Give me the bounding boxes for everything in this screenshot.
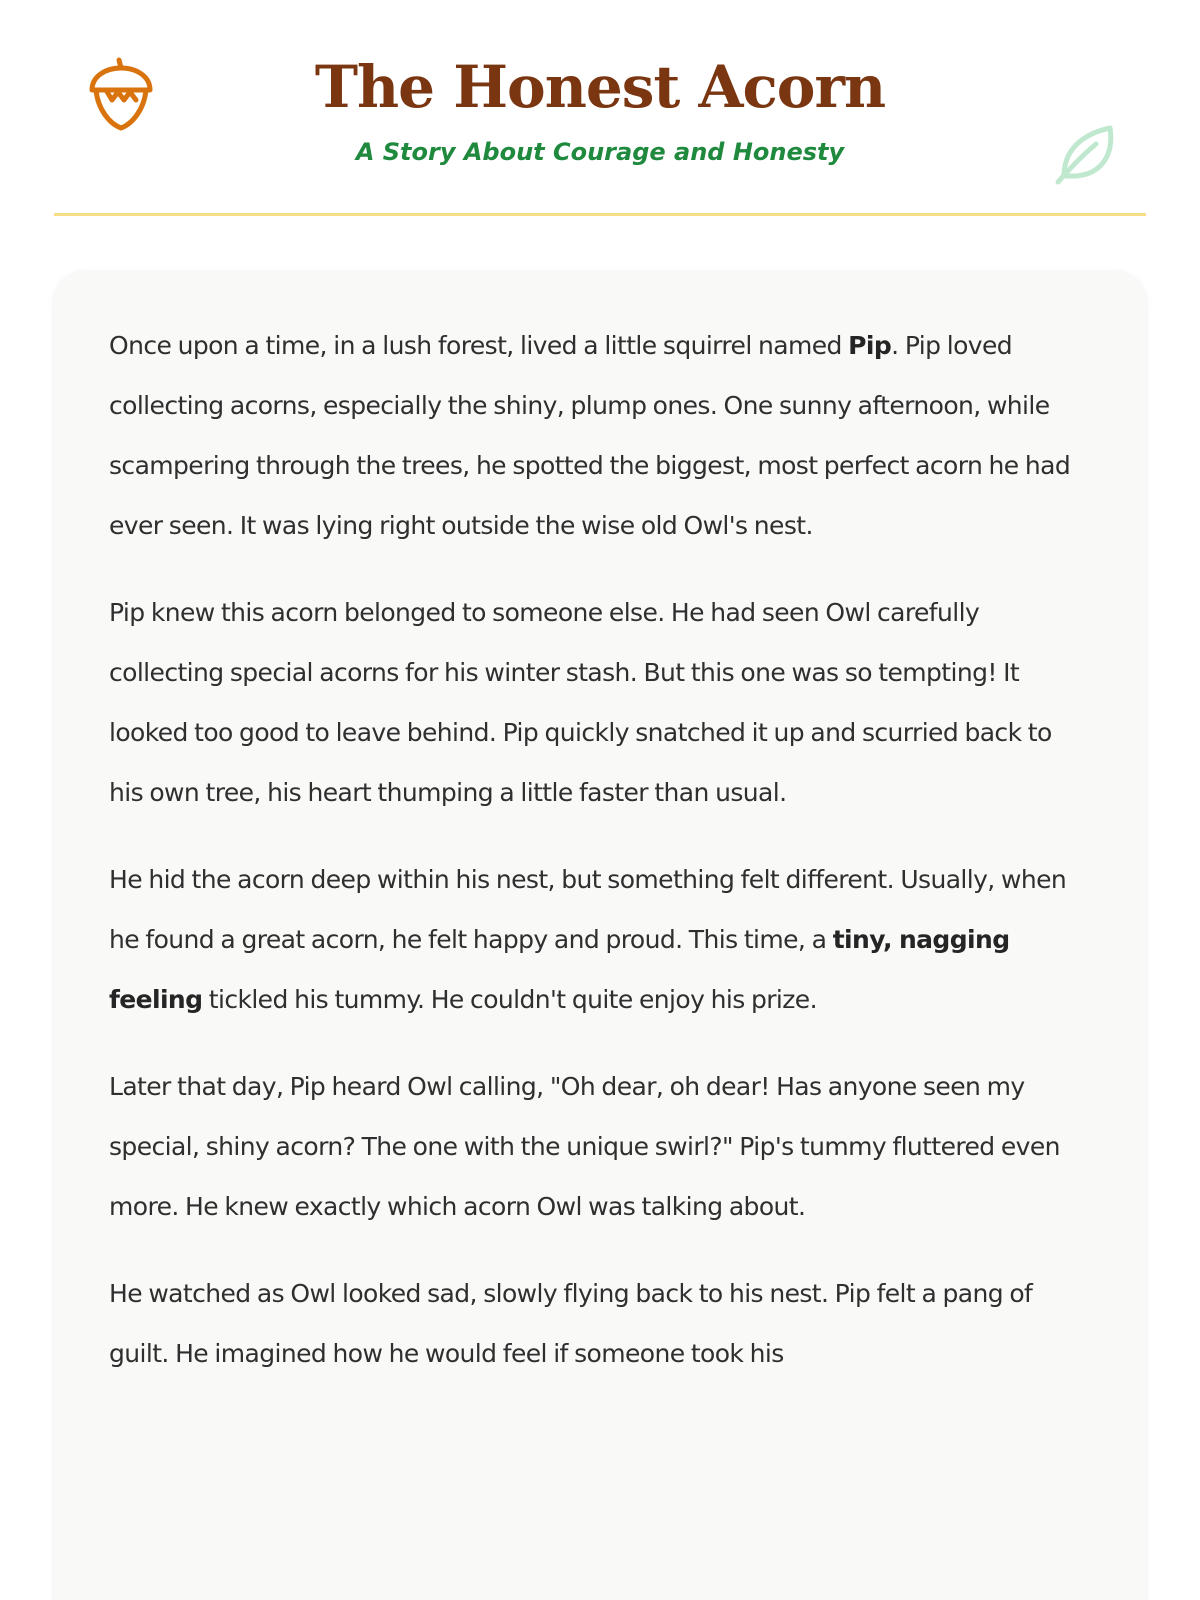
story-paragraph-5: He watched as Owl looked sad, slowly flying back to his nest. Pip felt a pang of guilt. He imagined how he would feel if someone took his bbox=[109, 1279, 1033, 1368]
story-paragraph-2: Pip knew this acorn belonged to someone else. He had seen Owl carefully collecting special acorns for his winter stash. But this one was so tempting! It looked too good to leave behind. Pip quickly snatched it up and scurried back to his own tree, his heart thumping a little faster than usual. bbox=[109, 598, 1052, 807]
story-card bbox=[54, 272, 1146, 1600]
paragraph-text: Once upon a time, in a lush forest, lived a little squirrel named bbox=[109, 331, 849, 360]
story-paragraph-1 bbox=[109, 316, 1092, 556]
story-title: The Honest Acorn bbox=[314, 53, 886, 121]
paragraph-text: . Pip loved collecting acorns, especially the shiny, plump ones. One sunny afternoon, while scampering through the trees, he spotted the biggest, most perfect acorn he had ever seen. It was lying right outside the wise old Owl's nest. bbox=[109, 331, 1071, 540]
leaf-icon bbox=[1054, 120, 1120, 186]
bold-text-pip: Pip bbox=[848, 331, 892, 360]
bold-text-feeling: tiny, nagging feeling bbox=[109, 925, 1010, 1014]
paragraph-text: tickled his tummy. He couldn't quite enjoy his prize. bbox=[202, 985, 817, 1014]
story-paragraph-3 bbox=[109, 850, 1092, 1030]
story-paragraph-4: Later that day, Pip heard Owl calling, "Oh dear, oh dear! Has anyone seen my special, shiny acorn? The one with the unique swirl?" Pip's tummy fluttered even more. He knew exactly which acorn Owl was talking about. bbox=[109, 1072, 1060, 1221]
story-subtitle: A Story About Courage and Honesty bbox=[355, 138, 845, 166]
story-header bbox=[54, 0, 1146, 216]
paragraph-text: He hid the acorn deep within his nest, but something felt different. Usually, when he found a great acorn, he felt happy and proud. This time, a bbox=[109, 865, 1067, 954]
